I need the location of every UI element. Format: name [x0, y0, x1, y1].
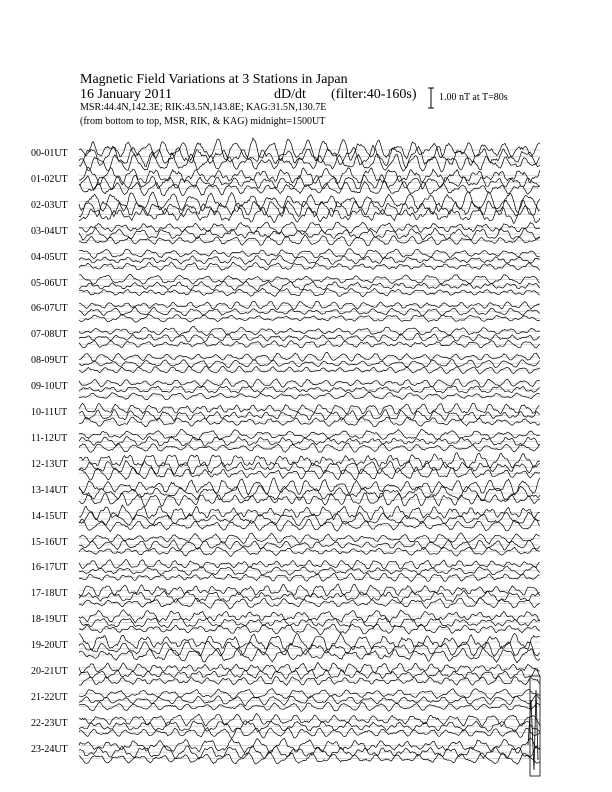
scale-bar-label: 1.00 nT at T=80s — [439, 92, 508, 103]
trace-kag — [79, 689, 540, 700]
trace-msr — [79, 153, 540, 172]
hour-label: 00-01UT — [31, 148, 68, 159]
scale-bar — [428, 88, 434, 108]
hour-label: 03-04UT — [31, 225, 68, 237]
hour-label: 04-05UT — [31, 251, 68, 263]
hour-label: 15-16UT — [31, 536, 68, 548]
hour-label: 22-23UT — [31, 717, 68, 729]
chart-date: 16 January 2011 — [80, 87, 173, 102]
chart-filter: (filter:40-160s) — [331, 87, 417, 102]
trace-kag — [79, 192, 540, 213]
station-order-note: (from bottom to top, MSR, RIK, & KAG) midnight=1500UT — [80, 116, 326, 127]
hour-label: 01-02UT — [31, 173, 68, 185]
hour-label: 05-06UT — [31, 277, 68, 289]
hour-label: 13-14UT — [31, 484, 68, 496]
trace-rik — [79, 410, 540, 421]
chart-title: Magnetic Field Variations at 3 Stations in Japan — [80, 72, 348, 87]
trace-kag — [79, 453, 540, 469]
trace-kag — [79, 714, 540, 727]
trace-msr — [79, 181, 540, 196]
hour-label: 08-09UT — [31, 355, 68, 367]
hour-label: 09-10UT — [31, 381, 68, 393]
hour-label: 16-17UT — [31, 562, 68, 574]
chart-quantity: dD/dt — [274, 87, 306, 102]
hour-label: 18-19UT — [31, 614, 68, 626]
hour-label: 21-22UT — [31, 691, 68, 703]
hour-label: 19-20UT — [31, 640, 68, 652]
hour-label: 07-08UT — [31, 329, 68, 341]
hour-label: 12-13UT — [31, 458, 68, 470]
hour-label: 11-12UT — [31, 432, 68, 444]
hour-label: 20-21UT — [31, 666, 68, 677]
hour-label: 06-07UT — [31, 303, 68, 315]
hour-label: 14-15UT — [31, 510, 68, 522]
trace-msr — [79, 547, 540, 557]
hour-label: 02-03UT — [31, 199, 68, 211]
hour-label: 17-18UT — [31, 588, 68, 600]
trace-kag — [79, 222, 540, 234]
station-traces — [79, 138, 540, 764]
trace-kag — [79, 326, 540, 335]
station-coordinates: MSR:44.4N,142.3E; RIK:43.5N,143.8E; KAG:31.5N,130.7E — [80, 102, 327, 113]
trace-msr — [79, 624, 540, 635]
hour-label: 23-24UT — [31, 743, 68, 755]
hour-label: 10-11UT — [31, 407, 68, 418]
